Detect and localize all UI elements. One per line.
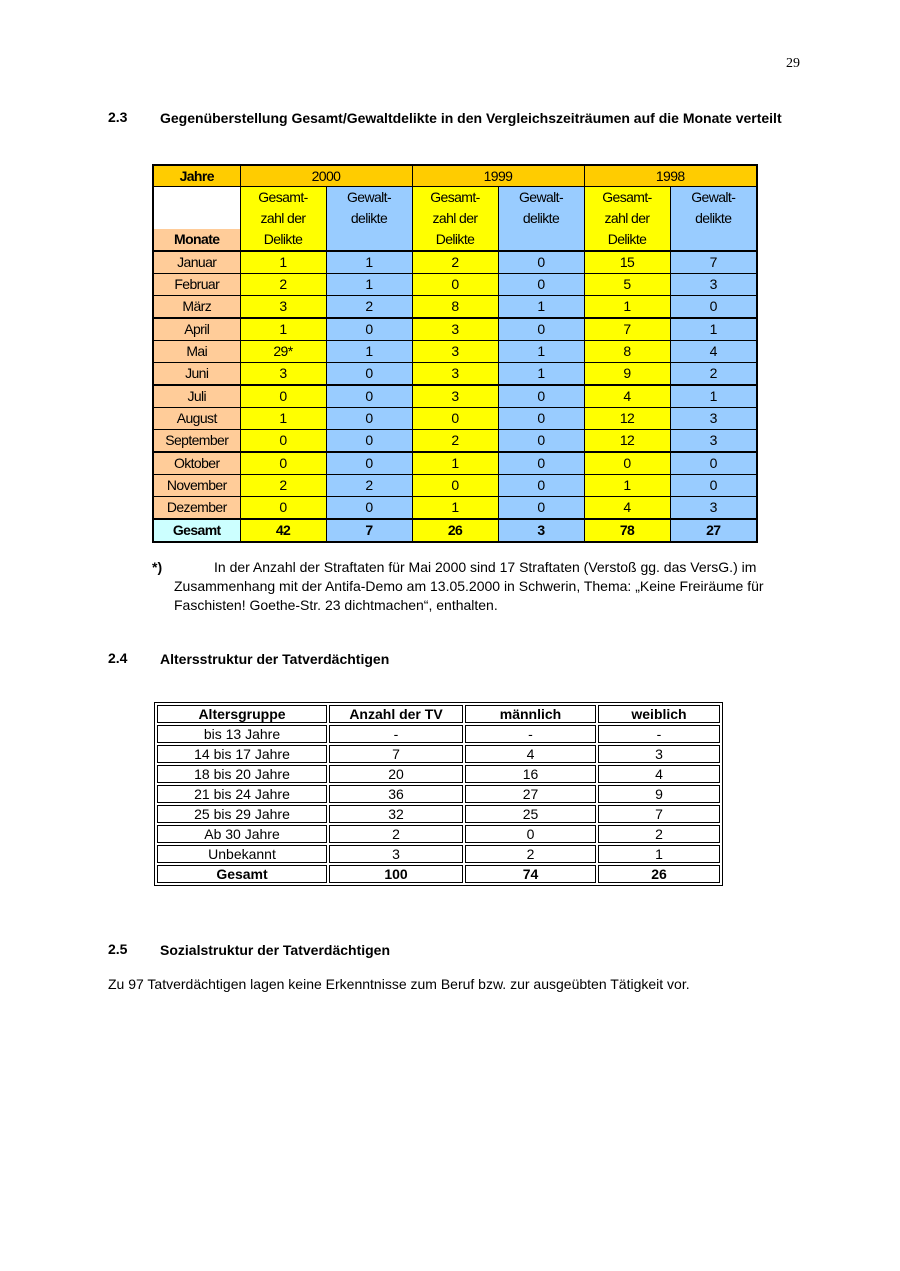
total-cell: 42 [240, 519, 326, 542]
month-value-cell: 1 [498, 362, 584, 385]
month-value-cell: 0 [412, 273, 498, 295]
total-cell: 27 [670, 519, 757, 542]
month-value-cell: 3 [670, 407, 757, 429]
age-table-row [157, 785, 720, 803]
year-header: 1998 [584, 165, 757, 186]
month-row [153, 340, 757, 362]
month-value-cell: 0 [326, 496, 412, 519]
footnote-line-1 [152, 558, 802, 577]
month-value-cell: 7 [584, 318, 670, 341]
section-2-4-number: 2.4 [108, 650, 128, 666]
month-value-cell: 1 [326, 273, 412, 295]
month-value-cell: 8 [584, 340, 670, 362]
age-table-header: Altersgruppe [157, 705, 327, 723]
footnote [152, 558, 802, 615]
month-value-cell: 15 [584, 251, 670, 274]
month-value-cell: 1 [584, 474, 670, 496]
month-value-cell: 0 [670, 452, 757, 475]
age-table-cell: bis 13 Jahre [157, 725, 327, 743]
age-table-cell: 4 [465, 745, 596, 763]
age-table-cell: 2 [598, 825, 720, 843]
subheader-violent [326, 186, 412, 251]
subheader-line: Delikte [607, 230, 647, 247]
age-table-cell: - [598, 725, 720, 743]
subheader-line: Delikte [435, 230, 475, 247]
section-2-3-title: Gegenüberstellung Gesamt/Gewaltdelikte in den Vergleichszeiträumen auf die Monate verteilt [160, 110, 782, 126]
month-value-cell: 0 [412, 407, 498, 429]
age-table-cell: Ab 30 Jahre [157, 825, 327, 843]
month-row [153, 295, 757, 318]
month-value-cell: 2 [326, 474, 412, 496]
month-value-cell: 0 [326, 362, 412, 385]
subheader-line: delikte [695, 209, 732, 226]
month-value-cell: 2 [670, 362, 757, 385]
subheader-line: zahl der [604, 209, 650, 226]
age-table-cell: 16 [465, 765, 596, 783]
month-label: Juni [153, 362, 240, 385]
month-value-cell: 3 [670, 273, 757, 295]
month-value-cell: 1 [670, 385, 757, 408]
age-table-row [157, 825, 720, 843]
month-value-cell: 1 [670, 318, 757, 341]
age-table-cell: 4 [598, 765, 720, 783]
year-header: 2000 [240, 165, 412, 186]
age-table-total-cell: 100 [329, 865, 463, 883]
total-cell: 26 [412, 519, 498, 542]
age-table-cell: 20 [329, 765, 463, 783]
total-cell: 7 [326, 519, 412, 542]
footnote-line-3: Faschisten! Goethe-Str. 23 dichtmachen“, enthalten. [174, 597, 498, 613]
month-value-cell: 4 [584, 385, 670, 408]
month-value-cell: 0 [240, 429, 326, 452]
age-table-cell: 21 bis 24 Jahre [157, 785, 327, 803]
age-table-row [157, 725, 720, 743]
age-table-cell: 1 [598, 845, 720, 863]
month-value-cell: 0 [326, 429, 412, 452]
subheader-line: Gesamt- [430, 188, 480, 205]
month-label: April [153, 318, 240, 341]
month-value-cell: 3 [412, 340, 498, 362]
month-value-cell: 0 [498, 273, 584, 295]
age-table-cell: 2 [329, 825, 463, 843]
month-value-cell: 0 [498, 429, 584, 452]
age-table-total-cell: Gesamt [157, 865, 327, 883]
month-value-cell: 0 [240, 452, 326, 475]
month-value-cell: 12 [584, 407, 670, 429]
month-row [153, 407, 757, 429]
month-value-cell: 3 [670, 429, 757, 452]
footnote-line-2: Zusammenhang mit der Antifa-Demo am 13.05.2000 in Schwerin, Thema: „Keine Freiräume für [174, 578, 764, 594]
total-cell: 78 [584, 519, 670, 542]
month-value-cell: 7 [670, 251, 757, 274]
age-table-row [157, 845, 720, 863]
subheader-line: Gewalt- [346, 188, 392, 205]
month-value-cell: 1 [240, 407, 326, 429]
age-table-cell: - [465, 725, 596, 743]
age-table-header-row [157, 705, 720, 723]
month-label: Juli [153, 385, 240, 408]
age-table-cell: 18 bis 20 Jahre [157, 765, 327, 783]
month-value-cell: 0 [670, 474, 757, 496]
month-value-cell: 3 [240, 362, 326, 385]
age-table-cell: - [329, 725, 463, 743]
month-value-cell: 1 [584, 295, 670, 318]
month-value-cell: 1 [326, 340, 412, 362]
month-value-cell: 1 [498, 295, 584, 318]
month-value-cell: 2 [240, 474, 326, 496]
month-label: Oktober [153, 452, 240, 475]
month-value-cell: 1 [326, 251, 412, 274]
age-table-cell: 2 [465, 845, 596, 863]
month-value-cell: 9 [584, 362, 670, 385]
footnote-text: In der Anzahl der Straftaten für Mai 2000 sind 17 Straftaten (Verstoß gg. das VersG.) im [214, 559, 757, 575]
month-value-cell: 1 [498, 340, 584, 362]
subheader-violent [670, 186, 757, 251]
age-table-cell: 3 [329, 845, 463, 863]
subheader-line: Gewalt- [518, 188, 564, 205]
corner-label-years: Jahre [153, 165, 240, 186]
age-table-cell: 14 bis 17 Jahre [157, 745, 327, 763]
month-row [153, 429, 757, 452]
subheader-line: delikte [350, 209, 388, 226]
age-table-total-row [157, 865, 720, 883]
age-table-cell: 36 [329, 785, 463, 803]
month-value-cell: 0 [240, 496, 326, 519]
subheader-total [240, 186, 326, 251]
age-table-cell: 32 [329, 805, 463, 823]
section-2-4-title: Altersstruktur der Tatverdächtigen [160, 651, 390, 667]
month-value-cell: 0 [498, 251, 584, 274]
month-value-cell: 2 [412, 251, 498, 274]
month-value-cell: 1 [240, 318, 326, 341]
month-row [153, 251, 757, 274]
subheader-line: Delikte [263, 230, 303, 247]
month-row [153, 496, 757, 519]
total-cell: 3 [498, 519, 584, 542]
age-table-header: weiblich [598, 705, 720, 723]
month-value-cell: 0 [498, 474, 584, 496]
month-label: September [153, 429, 240, 452]
month-value-cell: 1 [412, 496, 498, 519]
subheader-line: Gesamt- [602, 188, 652, 205]
month-label: Februar [153, 273, 240, 295]
month-value-cell: 2 [412, 429, 498, 452]
month-value-cell: 12 [584, 429, 670, 452]
month-value-cell: 3 [412, 318, 498, 341]
month-value-cell: 8 [412, 295, 498, 318]
month-row [153, 474, 757, 496]
monthly-offense-table [152, 164, 758, 543]
age-table-cell: Unbekannt [157, 845, 327, 863]
age-table-cell: 25 bis 29 Jahre [157, 805, 327, 823]
footnote-marker: *) [152, 559, 163, 575]
month-value-cell: 0 [584, 452, 670, 475]
section-2-5-number: 2.5 [108, 941, 128, 957]
page-number: 29 [786, 56, 800, 71]
total-row [153, 519, 757, 542]
subheader-line: zahl der [432, 209, 478, 226]
month-value-cell: 0 [498, 452, 584, 475]
month-label: Mai [153, 340, 240, 362]
corner-cell [153, 186, 240, 251]
age-table-cell: 0 [465, 825, 596, 843]
subheader-line: delikte [522, 209, 560, 226]
month-value-cell: 0 [498, 385, 584, 408]
month-value-cell: 3 [412, 385, 498, 408]
month-value-cell: 0 [326, 318, 412, 341]
month-value-cell: 2 [240, 273, 326, 295]
corner-label-months: Monate [154, 229, 240, 250]
month-value-cell: 2 [326, 295, 412, 318]
section-2-3-number: 2.3 [108, 109, 128, 125]
month-label: November [153, 474, 240, 496]
total-label: Gesamt [153, 519, 240, 542]
year-header: 1999 [412, 165, 584, 186]
month-value-cell: 3 [670, 496, 757, 519]
month-label: März [153, 295, 240, 318]
age-structure-table [154, 702, 723, 886]
subheader-total [584, 186, 670, 251]
month-value-cell: 0 [498, 407, 584, 429]
age-table-cell: 3 [598, 745, 720, 763]
age-table-cell: 25 [465, 805, 596, 823]
subheader-violent [498, 186, 584, 251]
month-value-cell: 29* [240, 340, 326, 362]
month-value-cell: 0 [498, 318, 584, 341]
month-value-cell: 5 [584, 273, 670, 295]
month-value-cell: 0 [240, 385, 326, 408]
month-label: Januar [153, 251, 240, 274]
age-table-row [157, 765, 720, 783]
month-label: Dezember [153, 496, 240, 519]
month-value-cell: 1 [240, 251, 326, 274]
age-table-total-cell: 26 [598, 865, 720, 883]
month-value-cell: 0 [326, 452, 412, 475]
month-row [153, 362, 757, 385]
age-table-header: männlich [465, 705, 596, 723]
section-2-5-title: Sozialstruktur der Tatverdächtigen [160, 942, 391, 958]
month-value-cell: 3 [412, 362, 498, 385]
subheader-total [412, 186, 498, 251]
subheader-line: Gesamt- [258, 188, 308, 205]
age-table-cell: 7 [329, 745, 463, 763]
age-table-total-cell: 74 [465, 865, 596, 883]
month-label: August [153, 407, 240, 429]
age-table-cell: 27 [465, 785, 596, 803]
month-value-cell: 0 [326, 407, 412, 429]
age-table-cell: 9 [598, 785, 720, 803]
subheader-line: zahl der [260, 209, 306, 226]
month-value-cell: 0 [498, 496, 584, 519]
age-table-row [157, 745, 720, 763]
month-value-cell: 3 [240, 295, 326, 318]
age-table-row [157, 805, 720, 823]
age-table-cell: 7 [598, 805, 720, 823]
month-row [153, 385, 757, 408]
month-row [153, 318, 757, 341]
month-value-cell: 0 [326, 385, 412, 408]
age-table-header: Anzahl der TV [329, 705, 463, 723]
month-value-cell: 0 [412, 474, 498, 496]
month-row [153, 452, 757, 475]
month-row [153, 273, 757, 295]
subheader-line: Gewalt- [691, 188, 736, 205]
section-2-5-text: Zu 97 Tatverdächtigen lagen keine Erkenntnisse zum Beruf bzw. zur ausgeübten Tätigkeit vor. [108, 976, 690, 992]
month-value-cell: 4 [670, 340, 757, 362]
month-value-cell: 4 [584, 496, 670, 519]
month-value-cell: 0 [670, 295, 757, 318]
month-value-cell: 1 [412, 452, 498, 475]
